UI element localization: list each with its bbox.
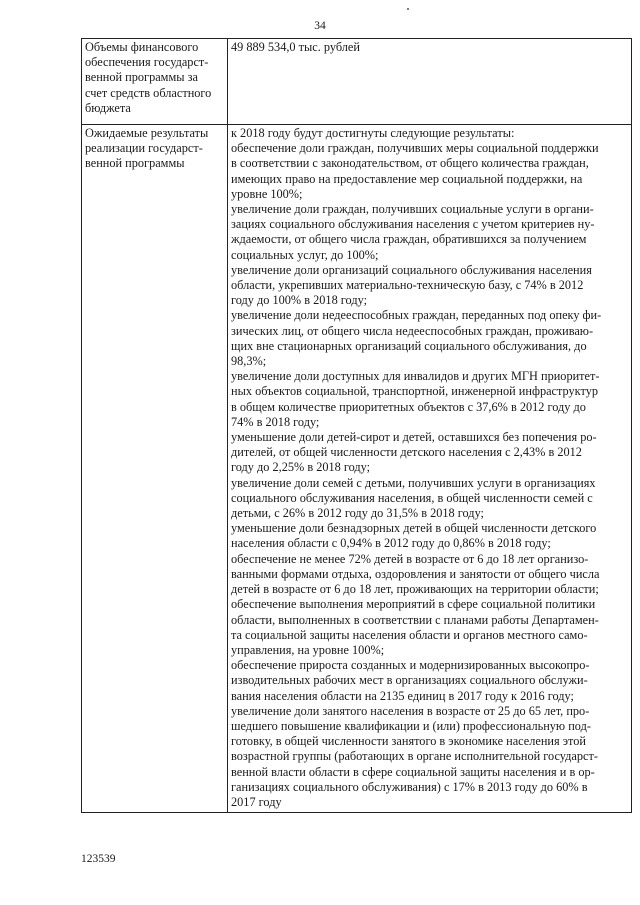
text-line: готовку, в общей численности занятого в экономике населения этой bbox=[231, 734, 586, 749]
text-line: увеличение доли организаций социального обслуживания населения bbox=[231, 262, 592, 277]
text-line: к 2018 году будут достигнуты следующие результаты: bbox=[231, 126, 515, 140]
text-line: управления, на уровне 100%; bbox=[231, 642, 385, 657]
text-line: обеспечение прироста созданных и модернизированных высокопро- bbox=[231, 658, 590, 673]
text-line: увеличение доли недееспособных граждан, переданных под опеку фи- bbox=[231, 308, 602, 323]
text-line: уменьшение доли безнадзорных детей в общей численности детского bbox=[231, 521, 597, 536]
text-line: Объемы финансового bbox=[85, 40, 199, 54]
scan-speck bbox=[407, 8, 409, 10]
text-line: 2017 году bbox=[231, 794, 282, 809]
table-row-financing bbox=[82, 39, 632, 125]
text-line: 49 889 534,0 тыс. рублей bbox=[231, 40, 360, 54]
text-line: увеличение доли занятого населения в возрасте от 25 до 65 лет, про- bbox=[231, 703, 590, 718]
text-line: 74% в 2018 году; bbox=[231, 414, 320, 429]
text-line: обеспечения государст- bbox=[85, 55, 209, 70]
text-line: области, укрепивших материально-техническую базу, с 74% в 2012 bbox=[231, 278, 584, 293]
text-line: в общем количестве приоритетных объектов с 37,6% в 2012 году до bbox=[231, 399, 586, 414]
text-line: бюджета bbox=[85, 100, 131, 115]
table-row-expected-results bbox=[82, 125, 632, 813]
page-number: 34 bbox=[314, 20, 326, 32]
text-line: уменьшение доли детей-сирот и детей, оставшихся без попечения ро- bbox=[231, 430, 597, 445]
text-line: социальных услуг, до 100%; bbox=[231, 247, 379, 262]
text-line: году до 100% в 2018 году; bbox=[231, 293, 367, 308]
label-cell-financing bbox=[82, 39, 228, 125]
text-line: счет средств областного bbox=[85, 85, 212, 100]
text-line: ных объектов социальной, транспортной, инженерной инфраструктур bbox=[231, 384, 598, 399]
text-line: ганизациях социального обслуживания) с 17% в 2013 году до 60% в bbox=[231, 779, 588, 794]
document-code: 123539 bbox=[81, 853, 116, 865]
text-line: увеличение доли граждан, получивших социальные услуги в органи- bbox=[231, 202, 594, 217]
text-line: вания населения области на 2135 единиц в 2017 году к 2016 году; bbox=[231, 688, 574, 703]
text-line: Ожидаемые результаты bbox=[85, 126, 209, 140]
text-line: зических лиц, от общего числа недееспособных граждан, проживаю- bbox=[231, 323, 594, 338]
text-line: имеющих право на предоставление мер социальной поддержки, на bbox=[231, 171, 583, 186]
text-line: ждаемости, от общего числа граждан, обратившихся за получением bbox=[231, 232, 587, 247]
text-line: зациях социального обслуживания населения с учетом критериев ну- bbox=[231, 217, 595, 232]
text-line: увеличение доли доступных для инвалидов и других МГН приоритет- bbox=[231, 369, 600, 384]
value-cell-financing bbox=[228, 39, 632, 125]
text-line: венной программы bbox=[85, 156, 185, 171]
text-line: реализации государст- bbox=[85, 141, 203, 156]
text-line: ванными формами отдыха, оздоровления и занятости от общего числа bbox=[231, 566, 600, 581]
text-line: детьми, с 26% в 2012 году до 31,5% в 2018 году; bbox=[231, 506, 484, 521]
program-passport-table bbox=[81, 38, 632, 813]
text-line: году до 2,25% в 2018 году; bbox=[231, 460, 371, 475]
text-line: та социальной защиты населения области и органов местного само- bbox=[231, 627, 588, 642]
label-cell-expected-results bbox=[82, 125, 228, 813]
text-line: социального обслуживания населения, в общей численности семей с bbox=[231, 490, 593, 505]
text-line: щих вне стационарных организаций социального обслуживания, до bbox=[231, 338, 587, 353]
text-line: шедшего повышение квалификации и (или) профессиональную под- bbox=[231, 718, 591, 733]
value-cell-expected-results bbox=[228, 125, 632, 813]
text-line: уровне 100%; bbox=[231, 186, 303, 201]
text-line: возрастной группы (работающих в органе исполнительной государст- bbox=[231, 749, 598, 764]
text-line: населения области с 0,94% в 2012 году до 0,86% в 2018 году; bbox=[231, 536, 551, 551]
text-line: дителей, от общей численности детского населения с 2,43% в 2012 bbox=[231, 445, 582, 460]
text-line: области, выполненных в соответствии с планами работы Департамен- bbox=[231, 612, 599, 627]
text-line: в соответствии с законодательством, от общего количества граждан, bbox=[231, 156, 589, 171]
text-line: увеличение доли семей с детьми, получивших услуги в организациях bbox=[231, 475, 596, 490]
text-line: детей в возрасте от 6 до 18 лет, проживающих на территории области; bbox=[231, 582, 599, 597]
text-line: венной власти области в сфере социальной защиты населения и в ор- bbox=[231, 764, 595, 779]
text-line: 98,3%; bbox=[231, 354, 267, 369]
text-line: изводительных рабочих мест в организациях социального обслужи- bbox=[231, 673, 588, 688]
text-line: обеспечение доли граждан, получивших меры социальной поддержки bbox=[231, 141, 599, 156]
text-line: обеспечение выполнения мероприятий в сфере социальной политики bbox=[231, 597, 596, 612]
text-line: обеспечение не менее 72% детей в возрасте от 6 до 18 лет организо- bbox=[231, 551, 589, 566]
text-line: венной программы за bbox=[85, 70, 198, 85]
